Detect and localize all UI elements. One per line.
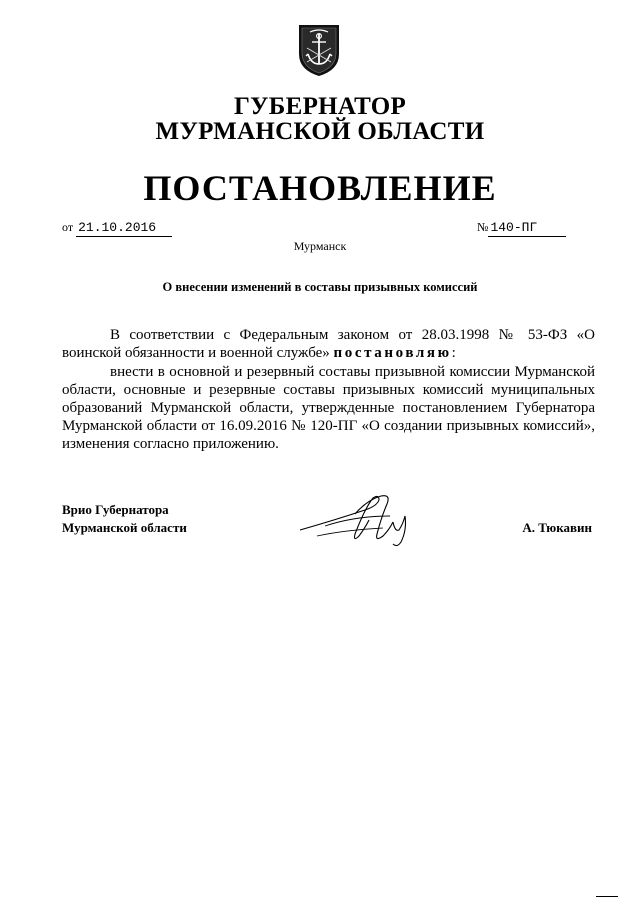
signatory-name: А. Тюкавин — [522, 520, 592, 535]
body-paragraph-1 — [62, 326, 595, 362]
signatory-title — [62, 501, 187, 537]
signatory-title-line2: Мурманской области — [62, 520, 187, 535]
document-subject: О внесении изменений в составы призывных комиссий — [162, 280, 478, 294]
body-paragraph-2: внести в основной и резервный составы призывной комиссии Мурманской области, основные и резервные составы призывных комиссий муниципальных образований Мурманской области, утвержденные постановлением Губернатора Мурманской области от 16.09.2016 № 120-ПГ «О создании призывных комиссий», изменения согласно приложению. — [62, 364, 595, 452]
org-title-line1: ГУБЕРНАТОР — [233, 93, 407, 120]
document-number — [477, 219, 566, 237]
number-value: 140-ПГ — [488, 220, 566, 237]
document-date — [62, 219, 172, 237]
org-title-line2: МУРМАНСКОЙ ОБЛАСТИ — [155, 118, 485, 145]
page-corner-mark — [596, 896, 618, 897]
document-type-heading: ПОСТАНОВЛЕНИЕ — [143, 168, 497, 208]
city-label: Мурманск — [293, 239, 347, 253]
date-value: 21.10.2016 — [76, 220, 172, 237]
paragraph-1-end: : — [451, 345, 456, 361]
number-prefix: № — [477, 220, 489, 234]
handwritten-signature-icon — [295, 490, 420, 552]
paragraph-1-text: В соответствии с Федеральным законом от 28.03.1998 № 53-ФЗ «О воинской обязанности и военной службе» — [62, 327, 595, 361]
resolution-keyword: постановляю — [333, 345, 452, 361]
date-prefix: от — [62, 220, 74, 234]
signatory-title-line1: Врио Губернатора — [62, 502, 169, 517]
murmansk-coat-of-arms-icon — [296, 22, 342, 78]
